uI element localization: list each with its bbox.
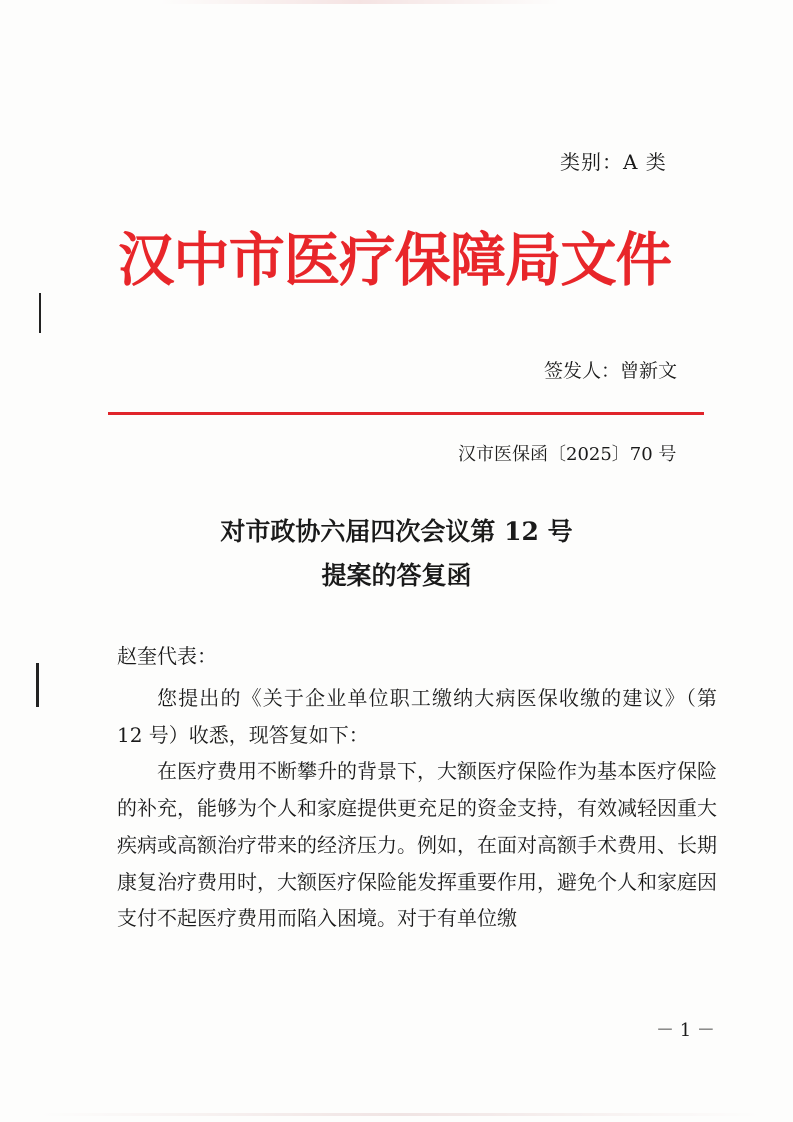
issuer-header: 汉中市医疗保障局文件 <box>118 226 671 294</box>
signer-line: 签发人：曾新文 <box>544 360 678 382</box>
body-paragraph: 在医疗费用不断攀升的背景下，大额医疗保险作为基本医疗保险的补充，能够为个人和家庭提供更充足的资金支持，有效减轻因重大疾病或高额治疗带来的经济压力。例如，在面对高额手术费用、长期康复治疗费用时，大额医疗保险能发挥重要作用，避免个人和家庭因支付不起医疗费用而陷入困境。对于有单位缴 <box>117 759 717 931</box>
page-number: － 1 － <box>656 1020 715 1041</box>
body-text <box>117 680 717 937</box>
red-separator-line <box>108 412 704 415</box>
body-paragraph: 您提出的《关于企业单位职工缴纳大病医保收缴的建议》（第 12 号）收悉，现答复如下： <box>117 686 717 747</box>
salutation: 赵奎代表： <box>117 644 217 668</box>
scan-artifact-top <box>160 0 560 4</box>
category-label: 类别：A 类 <box>560 150 667 174</box>
document-title <box>0 510 793 598</box>
title-line-1: 对市政协六届四次会议第 12 号 <box>220 517 573 546</box>
title-line-2: 提案的答复函 <box>321 561 472 590</box>
binding-hole-mark <box>39 293 41 333</box>
document-number: 汉市医保函〔2025〕70 号 <box>458 444 677 465</box>
scan-artifact-bottom <box>40 1113 760 1116</box>
binding-hole-mark <box>36 663 39 707</box>
